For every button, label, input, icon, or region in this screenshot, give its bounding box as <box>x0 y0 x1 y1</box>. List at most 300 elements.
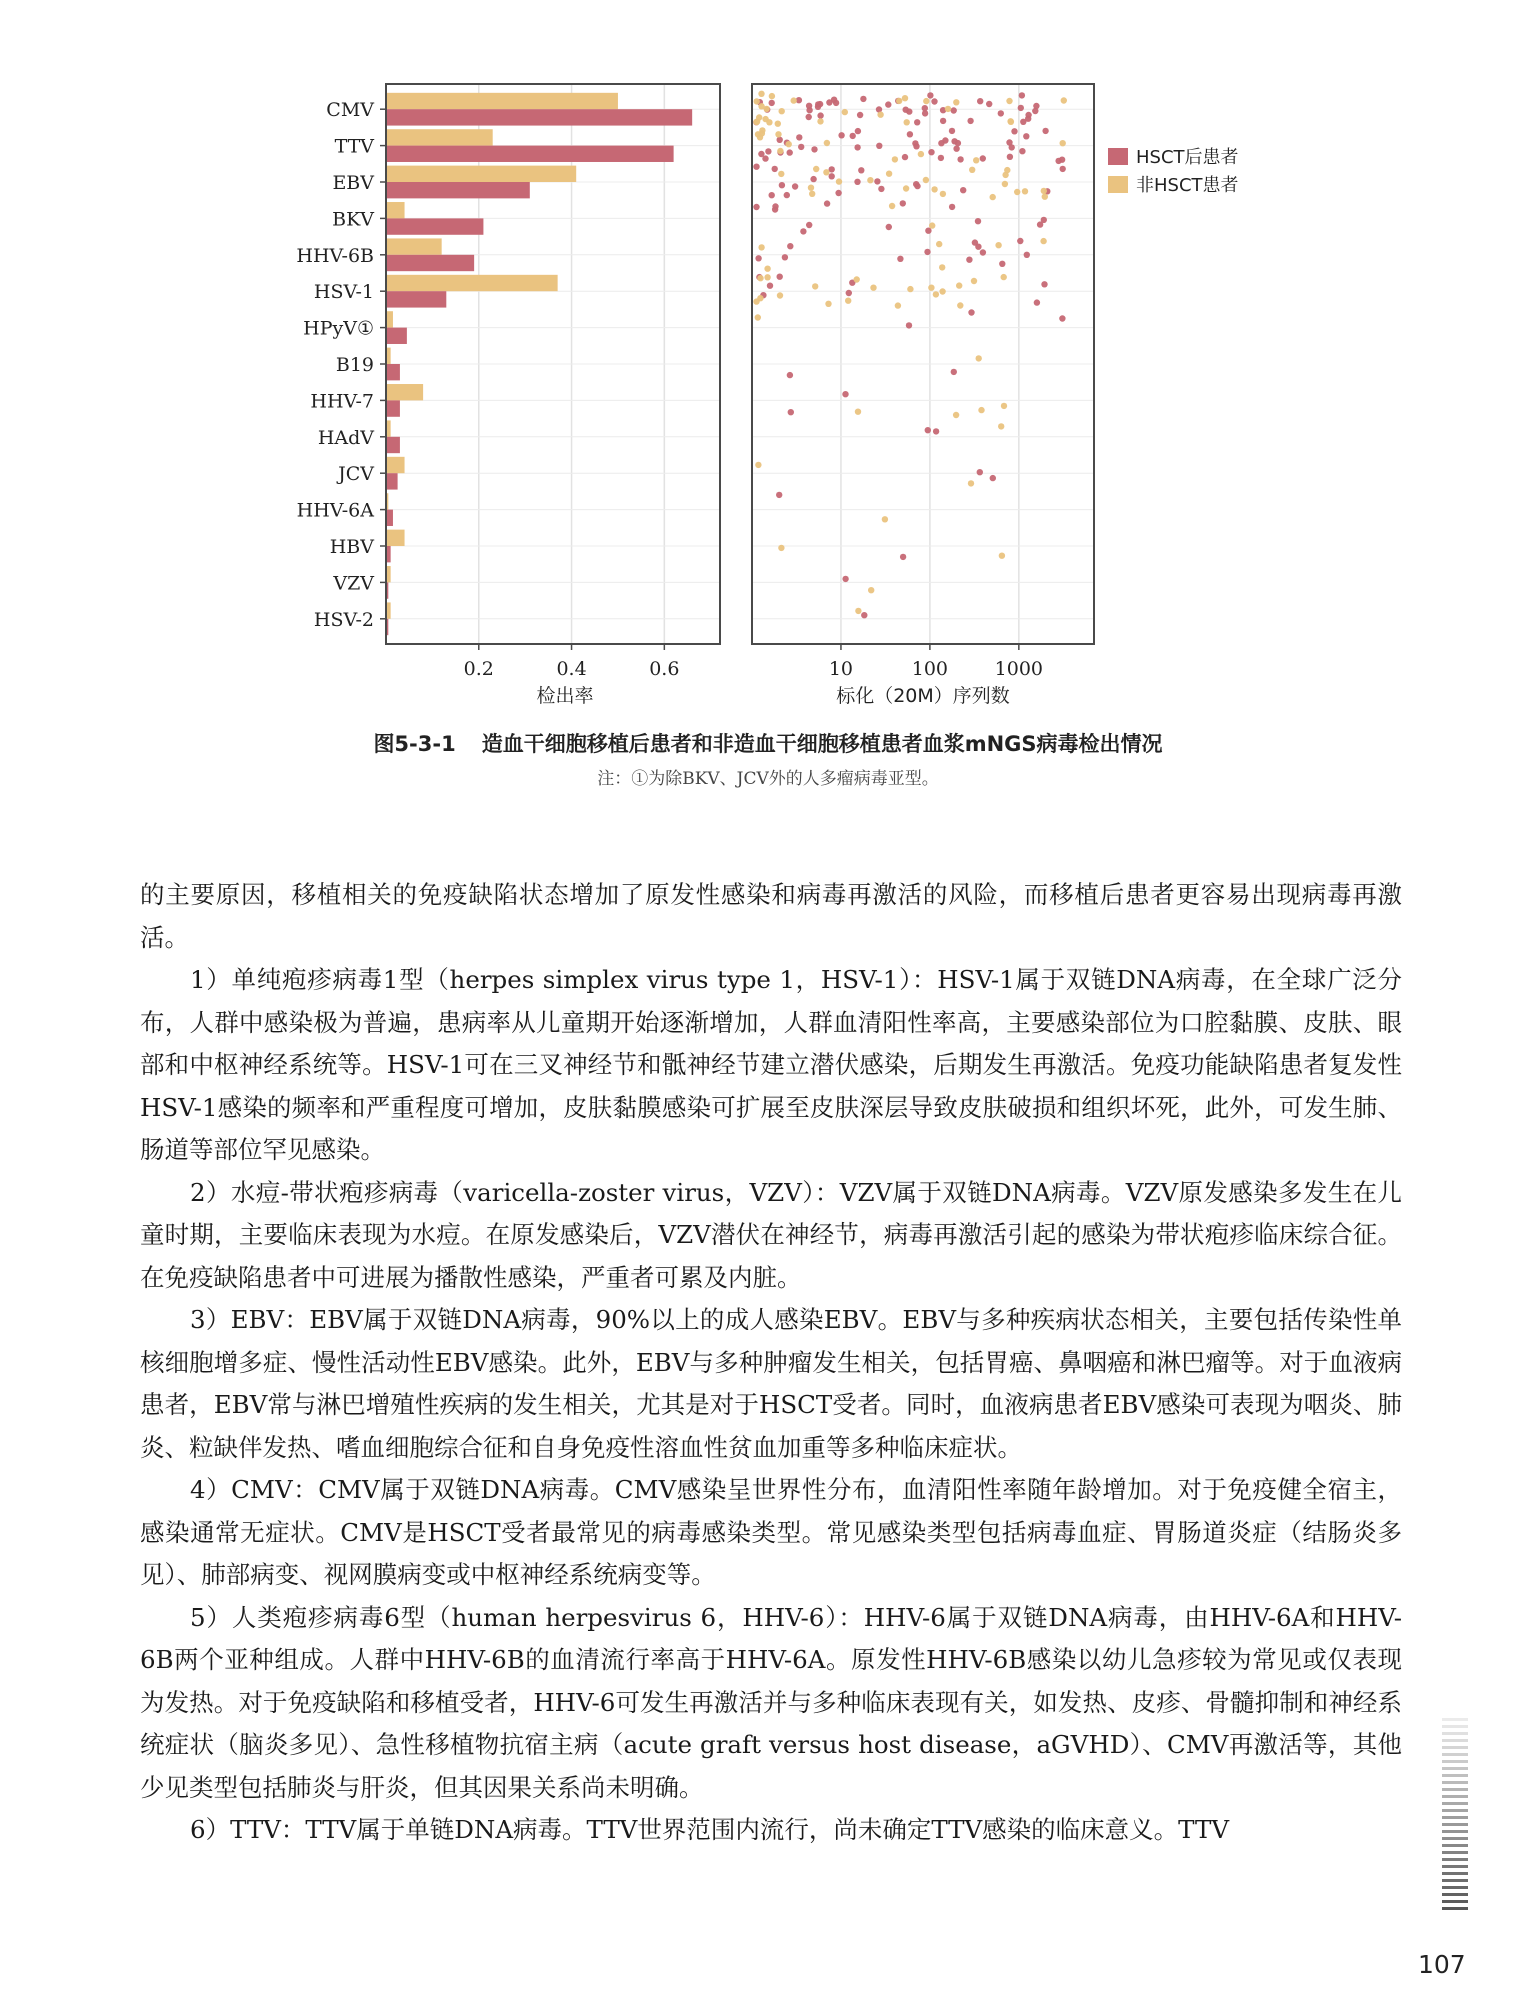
bar-non-hsct <box>387 566 391 582</box>
scatter-point-hsct <box>972 239 978 245</box>
figure-caption-title: 造血干细胞移植后患者和非造血干细胞移植患者血浆mNGS病毒检出情况 <box>481 732 1163 756</box>
bar-hsct <box>387 328 407 344</box>
scatter-point-non-hsct <box>1002 181 1008 187</box>
scatter-point-hsct <box>1059 315 1065 321</box>
scatter-point-non-hsct <box>1001 403 1007 409</box>
scatter-point-non-hsct <box>969 167 975 173</box>
scatter-point-non-hsct <box>902 95 908 101</box>
scatter-point-hsct <box>787 372 793 378</box>
side-tab-stripe <box>1442 1725 1468 1728</box>
bar-hsct <box>387 619 388 635</box>
scatter-point-hsct <box>928 149 934 155</box>
scatter-point-hsct <box>1011 128 1017 134</box>
scatter-point-hsct <box>975 218 981 224</box>
bar-category-label: B19 <box>335 354 374 376</box>
scatter-point-hsct <box>967 118 973 124</box>
bar-hsct <box>387 146 674 162</box>
paragraph-hsv1: 1）单纯疱疹病毒1型（herpes simplex virus type 1，HSV-1）：HSV-1属于双链DNA病毒，在全球广泛分布，人群中感染极为普遍，患病率从儿童期开始逐渐增加，人群血清阳性率高，主要感染部位为口腔黏膜、皮肤、眼部和中枢神经系统等。HSV-1可在三叉神经节和骶神经节建立潜伏感染，后期发生再激活。免疫功能缺陷患者复发性HSV-1感染的频率和严重程度可增加，皮肤黏膜感染可扩展至皮肤深层导致皮肤破损和组织坏死，此外，可发生肺、肠道等部位罕见感染。 <box>140 965 1402 1164</box>
scatter-point-hsct <box>938 140 944 146</box>
bar-hsct <box>387 291 446 307</box>
side-tab-stripe <box>1442 1858 1468 1861</box>
side-tab-stripe <box>1442 1746 1468 1749</box>
scatter-point-hsct <box>1042 128 1048 134</box>
side-tab-stripe <box>1442 1781 1468 1784</box>
side-tab-stripe <box>1442 1795 1468 1798</box>
scatter-point-hsct <box>1024 252 1030 258</box>
scatter-point-non-hsct <box>791 97 797 103</box>
scatter-point-non-hsct <box>882 516 888 522</box>
scatter-point-hsct <box>885 101 891 107</box>
side-tab-stripe <box>1442 1809 1468 1812</box>
side-tab-stripe <box>1442 1767 1468 1770</box>
scatter-point-hsct <box>858 167 864 173</box>
scatter-point-hsct <box>897 256 903 262</box>
scatter-point-non-hsct <box>1006 98 1012 104</box>
scatter-point-non-hsct <box>823 169 829 175</box>
scatter-point-non-hsct <box>1004 167 1010 173</box>
scatter-point-hsct <box>1041 281 1047 287</box>
scatter-point-non-hsct <box>904 119 910 125</box>
scatter-point-non-hsct <box>929 222 935 228</box>
bar-hsct <box>387 400 400 416</box>
scatter-point-hsct <box>940 118 946 124</box>
scatter-point-hsct <box>815 104 821 110</box>
legend-label: HSCT后患者 <box>1136 147 1239 168</box>
scatter-point-hsct <box>846 290 852 296</box>
scatter-point-hsct <box>1034 299 1040 305</box>
scatter-point-non-hsct <box>778 171 784 177</box>
scatter-point-hsct <box>1019 92 1025 98</box>
scatter-point-non-hsct <box>854 276 860 282</box>
side-tab-stripe <box>1442 1900 1468 1903</box>
scatter-point-non-hsct <box>763 106 769 112</box>
scatter-point-non-hsct <box>809 191 815 197</box>
scatter-point-non-hsct <box>757 134 763 140</box>
scatter-point-hsct <box>753 164 759 170</box>
scatter-point-non-hsct <box>1042 194 1048 200</box>
scatter-point-non-hsct <box>842 109 848 115</box>
scatter-point-hsct <box>966 257 972 263</box>
scatter-point-hsct <box>769 192 775 198</box>
scatter-point-hsct <box>777 274 783 280</box>
scatter-point-hsct <box>980 249 986 255</box>
bar-hsct <box>387 218 483 234</box>
scatter-point-non-hsct <box>923 98 929 104</box>
scatter-point-non-hsct <box>1008 119 1014 125</box>
scatter-point-hsct <box>842 576 848 582</box>
scatter-point-hsct <box>903 107 909 113</box>
bar-category-label: HHV-6B <box>296 244 374 267</box>
scatter-point-hsct <box>938 155 944 161</box>
scatter-point-hsct <box>914 183 920 189</box>
scatter-point-hsct <box>776 492 782 498</box>
scatter-point-hsct <box>960 187 966 193</box>
scatter-point-hsct <box>949 204 955 210</box>
scatter-x-tick-label: 1000 <box>994 658 1044 680</box>
scatter-point-hsct <box>951 138 957 144</box>
bar-non-hsct <box>387 493 388 509</box>
scatter-point-non-hsct <box>945 106 951 112</box>
bar-hsct <box>387 582 388 598</box>
scatter-point-non-hsct <box>936 241 942 247</box>
bar-hsct <box>387 473 398 489</box>
scatter-point-hsct <box>1025 112 1031 118</box>
scatter-point-hsct <box>787 243 793 249</box>
paragraph-ebv: 3）EBV：EBV属于双链DNA病毒，90%以上的成人感染EBV。EBV与多种疾病状态相关，主要包括传染性单核细胞增多症、慢性活动性EBV感染。此外，EBV与多种肿瘤发生相关，包括胃癌、鼻咽癌和淋巴瘤等。对于血液病患者，EBV常与淋巴增殖性疾病的发生相关，尤其是对于HSCT受者。同时，血液病患者EBV感染可表现为咽炎、肺炎、粒缺伴发热、嗜血细胞综合征和自身免疫性溶血性贫血加重等多种临床症状。 <box>140 1305 1402 1462</box>
scatter-point-hsct <box>854 144 860 150</box>
scatter-point-hsct <box>788 409 794 415</box>
paragraph-cmv: 4）CMV：CMV属于双链DNA病毒。CMV感染呈世界性分布，血清阳性率随年龄增加。对于免疫健全宿主，感染通常无症状。CMV是HSCT受者最常见的病毒感染类型。常见感染类型包括病毒血症、胃肠道炎症（结肠炎多见）、肺部病变、视网膜病变或中枢神经系统病变等。 <box>140 1475 1402 1589</box>
scatter-point-hsct <box>912 140 918 146</box>
scatter-point-hsct <box>933 428 939 434</box>
bar-hsct <box>387 255 474 271</box>
scatter-point-non-hsct <box>998 423 1004 429</box>
paragraph-vzv: 2）水痘-带状疱疹病毒（varicella-zoster virus，VZV）：VZV属于双链DNA病毒。VZV原发感染多发生在儿童时期，主要临床表现为水痘。在原发感染后，VZV潜伏在神经节，病毒再激活引起的感染为带状疱疹临床综合征。在免疫缺陷患者中可进展为播散性感染，严重者可累及内脏。 <box>140 1177 1402 1292</box>
bar-chart-x-axis-label: 检出率 <box>536 685 594 707</box>
scatter-point-hsct <box>886 224 892 230</box>
scatter-point-hsct <box>826 99 832 105</box>
figure-caption <box>0 728 1536 758</box>
scatter-point-hsct <box>951 107 957 113</box>
scatter-point-hsct <box>990 475 996 481</box>
scatter-point-hsct <box>977 98 983 104</box>
side-tab-stripe <box>1442 1753 1468 1756</box>
scatter-point-hsct <box>906 322 912 328</box>
scatter-point-non-hsct <box>976 355 982 361</box>
scatter-point-hsct <box>1017 238 1023 244</box>
bar-x-tick-label: 0.2 <box>463 658 494 680</box>
scatter-point-non-hsct <box>978 407 984 413</box>
bar-non-hsct <box>387 275 558 291</box>
scatter-point-non-hsct <box>903 185 909 191</box>
scatter-point-non-hsct <box>953 412 959 418</box>
scatter-point-non-hsct <box>907 286 913 292</box>
page-side-tab-decoration <box>1442 1718 1468 1918</box>
scatter-point-non-hsct <box>933 291 939 297</box>
scatter-point-non-hsct <box>754 98 760 104</box>
scatter-point-hsct <box>1041 217 1047 223</box>
scatter-point-non-hsct <box>973 157 979 163</box>
scatter-point-non-hsct <box>868 587 874 593</box>
scatter-point-hsct <box>914 119 920 125</box>
scatter-point-hsct <box>924 249 930 255</box>
scatter-point-non-hsct <box>956 282 962 288</box>
bar-hsct <box>387 364 400 380</box>
scatter-point-hsct <box>779 182 785 188</box>
scatter-point-non-hsct <box>953 99 959 105</box>
scatter-point-hsct <box>769 100 775 106</box>
scatter-point-hsct <box>838 132 844 138</box>
scatter-point-non-hsct <box>896 98 902 104</box>
scatter-point-hsct <box>900 554 906 560</box>
scatter-point-non-hsct <box>769 93 775 99</box>
scatter-point-non-hsct <box>1040 238 1046 244</box>
scatter-point-hsct <box>931 98 937 104</box>
scatter-point-hsct <box>811 146 817 152</box>
side-tab-stripe <box>1442 1732 1468 1735</box>
scatter-point-hsct <box>857 112 863 118</box>
scatter-point-hsct <box>949 128 955 134</box>
scatter-point-hsct <box>829 173 835 179</box>
bar-hsct <box>387 437 400 453</box>
scatter-point-hsct <box>902 154 908 160</box>
bar-non-hsct <box>387 129 493 145</box>
scatter-point-hsct <box>842 391 848 397</box>
scatter-point-non-hsct <box>756 114 762 120</box>
figure-note: 注：①为除BKV、JCV外的人多瘤病毒亚型。 <box>597 769 939 789</box>
scatter-point-non-hsct <box>779 108 785 114</box>
scatter-point-non-hsct <box>775 131 781 137</box>
scatter-point-hsct <box>900 200 906 206</box>
scatter-point-hsct <box>835 190 841 196</box>
scatter-point-non-hsct <box>812 283 818 289</box>
page-number: 107 <box>1418 1950 1466 1979</box>
scatter-point-non-hsct <box>1001 274 1007 280</box>
scatter-point-non-hsct <box>813 166 819 172</box>
scatter-point-hsct <box>1023 133 1029 139</box>
scatter-point-hsct <box>800 228 806 234</box>
bar-category-label: BKV <box>332 208 374 231</box>
scatter-point-hsct <box>999 261 1005 267</box>
scatter-point-hsct <box>1007 154 1013 160</box>
bar-non-hsct <box>387 602 391 618</box>
side-tab-stripe <box>1442 1788 1468 1791</box>
bar-non-hsct <box>387 166 576 182</box>
side-tab-stripe <box>1442 1830 1468 1833</box>
scatter-point-hsct <box>860 96 866 102</box>
bar-non-hsct <box>387 348 391 364</box>
scatter-point-non-hsct <box>968 480 974 486</box>
scatter-point-non-hsct <box>855 608 861 614</box>
scatter-point-hsct <box>806 222 812 228</box>
bar-category-label: HSV-2 <box>313 608 374 631</box>
bar-x-tick-label: 0.6 <box>649 658 680 680</box>
scatter-point-hsct <box>1060 166 1066 172</box>
side-tab-stripe <box>1442 1907 1468 1910</box>
scatter-point-non-hsct <box>757 275 763 281</box>
scatter-point-hsct <box>755 255 761 261</box>
scatter-point-non-hsct <box>990 194 996 200</box>
scatter-point-hsct <box>784 192 790 198</box>
scatter-point-hsct <box>878 186 884 192</box>
scatter-point-hsct <box>767 283 773 289</box>
paragraph: 的主要原因，移植相关的免疫缺陷状态增加了原发性感染和病毒再激活的风险，而移植后患者更容易出现病毒再激活。 <box>140 880 1402 952</box>
scatter-point-hsct <box>772 166 778 172</box>
scatter-point-hsct <box>1033 103 1039 109</box>
scatter-point-hsct <box>855 128 861 134</box>
bar-category-label: HHV-6A <box>296 499 374 522</box>
scatter-point-hsct <box>796 134 802 140</box>
scatter-point-hsct <box>810 176 816 182</box>
scatter-point-hsct <box>765 148 771 154</box>
bar-category-label: HSV-1 <box>313 281 374 304</box>
scatter-point-non-hsct <box>755 462 761 468</box>
bar-category-label: CMV <box>326 99 374 122</box>
scatter-point-non-hsct <box>808 185 814 191</box>
bar-non-hsct <box>387 420 391 436</box>
scatter-point-non-hsct <box>939 288 945 294</box>
scatter-point-non-hsct <box>753 298 759 304</box>
legend-swatch <box>1108 148 1128 165</box>
bar-category-label: JCV <box>338 463 374 486</box>
scatter-point-non-hsct <box>918 151 924 157</box>
scatter-point-non-hsct <box>778 545 784 551</box>
scatter-point-non-hsct <box>777 292 783 298</box>
scatter-point-non-hsct <box>940 191 946 197</box>
bar-non-hsct <box>387 457 405 473</box>
scatter-point-non-hsct <box>999 553 1005 559</box>
scatter-point-non-hsct <box>931 186 937 192</box>
scatter-point-non-hsct <box>939 264 945 270</box>
scatter-point-non-hsct <box>777 148 783 154</box>
scatter-point-non-hsct <box>1014 189 1020 195</box>
bar-category-label: VZV <box>333 572 374 595</box>
bar-non-hsct <box>387 311 393 327</box>
scatter-x-tick-label: 100 <box>911 658 949 680</box>
bar-non-hsct <box>387 530 405 546</box>
scatter-point-hsct <box>998 110 1004 116</box>
scatter-point-non-hsct <box>1041 188 1047 194</box>
side-tab-stripe <box>1442 1879 1468 1882</box>
side-tab-stripe <box>1442 1837 1468 1840</box>
scatter-point-hsct <box>850 133 856 139</box>
scatter-point-hsct <box>824 200 830 206</box>
scatter-point-hsct <box>953 146 959 152</box>
side-tab-stripe <box>1442 1872 1468 1875</box>
scatter-point-non-hsct <box>892 156 898 162</box>
scatter-point-hsct <box>925 427 931 433</box>
scatter-point-non-hsct <box>867 177 873 183</box>
scatter-point-non-hsct <box>758 244 764 250</box>
scatter-point-hsct <box>1019 148 1025 154</box>
body-text <box>140 874 1402 1852</box>
scatter-point-non-hsct <box>971 278 977 284</box>
side-tab-stripe <box>1442 1886 1468 1889</box>
bar-category-label: HBV <box>329 536 374 558</box>
scatter-point-hsct <box>874 178 880 184</box>
scatter-point-non-hsct <box>786 141 792 147</box>
scatter-point-hsct <box>876 143 882 149</box>
side-tab-stripe <box>1442 1823 1468 1826</box>
bar-hsct <box>387 510 393 526</box>
scatter-point-hsct <box>980 155 986 161</box>
scatter-point-non-hsct <box>825 301 831 307</box>
scatter-point-hsct <box>977 469 983 475</box>
side-tab-stripe <box>1442 1718 1468 1721</box>
scatter-point-hsct <box>951 369 957 375</box>
side-tab-stripe <box>1442 1893 1468 1896</box>
scatter-point-hsct <box>772 203 778 209</box>
bar-hsct <box>387 546 391 562</box>
scatter-point-hsct <box>854 179 860 185</box>
scatter-point-hsct <box>861 612 867 618</box>
side-tab-stripe <box>1442 1816 1468 1819</box>
bar-non-hsct <box>387 202 405 218</box>
scatter-point-hsct <box>1009 144 1015 150</box>
scatter-point-non-hsct <box>855 409 861 415</box>
scatter-point-non-hsct <box>877 112 883 118</box>
bar-hsct <box>387 109 692 125</box>
figure-caption-number: 图5-3-1 <box>373 732 456 756</box>
scatter-chart-panel <box>752 84 1094 707</box>
scatter-point-hsct <box>1055 158 1061 164</box>
scatter-point-hsct <box>927 92 933 98</box>
chart-legend <box>1108 147 1239 196</box>
scatter-point-hsct <box>922 105 928 111</box>
scatter-point-non-hsct <box>766 119 772 125</box>
bar-chart-panel <box>296 84 720 707</box>
scatter-point-hsct <box>806 114 812 120</box>
bar-category-label: EBV <box>332 172 374 194</box>
scatter-point-hsct <box>986 101 992 107</box>
bar-category-label: TTV <box>334 135 374 158</box>
side-tab-stripe <box>1442 1802 1468 1805</box>
scatter-point-non-hsct <box>889 203 895 209</box>
scatter-point-non-hsct <box>928 285 934 291</box>
scatter-point-hsct <box>806 103 812 109</box>
scatter-point-hsct <box>753 204 759 210</box>
scatter-point-non-hsct <box>957 302 963 308</box>
scatter-point-hsct <box>1020 119 1026 125</box>
scatter-point-hsct <box>1018 105 1024 111</box>
scatter-point-non-hsct <box>764 266 770 272</box>
scatter-point-hsct <box>957 156 963 162</box>
scatter-point-non-hsct <box>1060 140 1066 146</box>
scatter-x-tick-label: 10 <box>828 658 854 680</box>
scatter-point-non-hsct <box>759 127 765 133</box>
bar-non-hsct <box>387 238 442 254</box>
scatter-point-non-hsct <box>995 242 1001 248</box>
scatter-point-non-hsct <box>758 91 764 97</box>
scatter-point-non-hsct <box>836 178 842 184</box>
scatter-point-non-hsct <box>886 171 892 177</box>
scatter-point-hsct <box>782 254 788 260</box>
scatter-point-non-hsct <box>923 177 929 183</box>
scatter-point-non-hsct <box>817 118 823 124</box>
side-tab-stripe <box>1442 1844 1468 1847</box>
scatter-point-hsct <box>777 137 783 143</box>
scatter-point-hsct <box>792 183 798 189</box>
side-tab-stripe <box>1442 1739 1468 1742</box>
bar-non-hsct <box>387 93 618 109</box>
bar-hsct <box>387 182 530 198</box>
legend-label: 非HSCT患者 <box>1136 175 1239 196</box>
scatter-point-hsct <box>907 131 913 137</box>
scatter-point-non-hsct <box>824 140 830 146</box>
scatter-point-hsct <box>798 144 804 150</box>
legend-swatch <box>1108 176 1128 193</box>
bar-category-label: HHV-7 <box>310 390 374 413</box>
scatter-point-hsct <box>925 228 931 234</box>
scatter-point-hsct <box>968 309 974 315</box>
scatter-point-non-hsct <box>1061 97 1067 103</box>
scatter-point-non-hsct <box>1022 188 1028 194</box>
figure-viral-detection <box>0 0 1536 720</box>
paragraph-hhv6: 5）人类疱疹病毒6型（human herpesvirus 6，HHV-6）：HHV-6属于双链DNA病毒，由HHV-6A和HHV-6B两个亚种组成。人群中HHV-6B的血清流行率高于HHV-6A。原发性HHV-6B感染以幼儿急疹较为常见或仅表现为发热。对于免疫缺陷和移植受者，HHV-6可发生再激活并与多种临床表现有关，如发热、皮疹、骨髓抑制和神经系统症状（脑炎多见）、急性移植物抗宿主病（acute graft versus host disease，aGVHD）、CMV再激活等，其他少见类型包括肺炎与肝炎，但其因果关系尚未明确。 <box>140 1602 1402 1802</box>
scatter-chart-x-axis-label: 标化（20M）序列数 <box>836 685 1010 707</box>
bar-x-tick-label: 0.4 <box>556 658 587 680</box>
scatter-point-non-hsct <box>775 121 781 127</box>
scatter-point-non-hsct <box>895 302 901 308</box>
side-tab-stripe <box>1442 1774 1468 1777</box>
scatter-point-hsct <box>787 149 793 155</box>
side-tab-stripe <box>1442 1851 1468 1854</box>
paragraph-ttv: 6）TTV：TTV属于单链DNA病毒。TTV世界范围内流行，尚未确定TTV感染的临床意义。TTV <box>190 1815 1230 1844</box>
scatter-point-non-hsct <box>870 285 876 291</box>
scatter-point-hsct <box>817 112 823 118</box>
bar-category-label: HPyV① <box>303 317 374 340</box>
side-tab-stripe <box>1442 1760 1468 1763</box>
